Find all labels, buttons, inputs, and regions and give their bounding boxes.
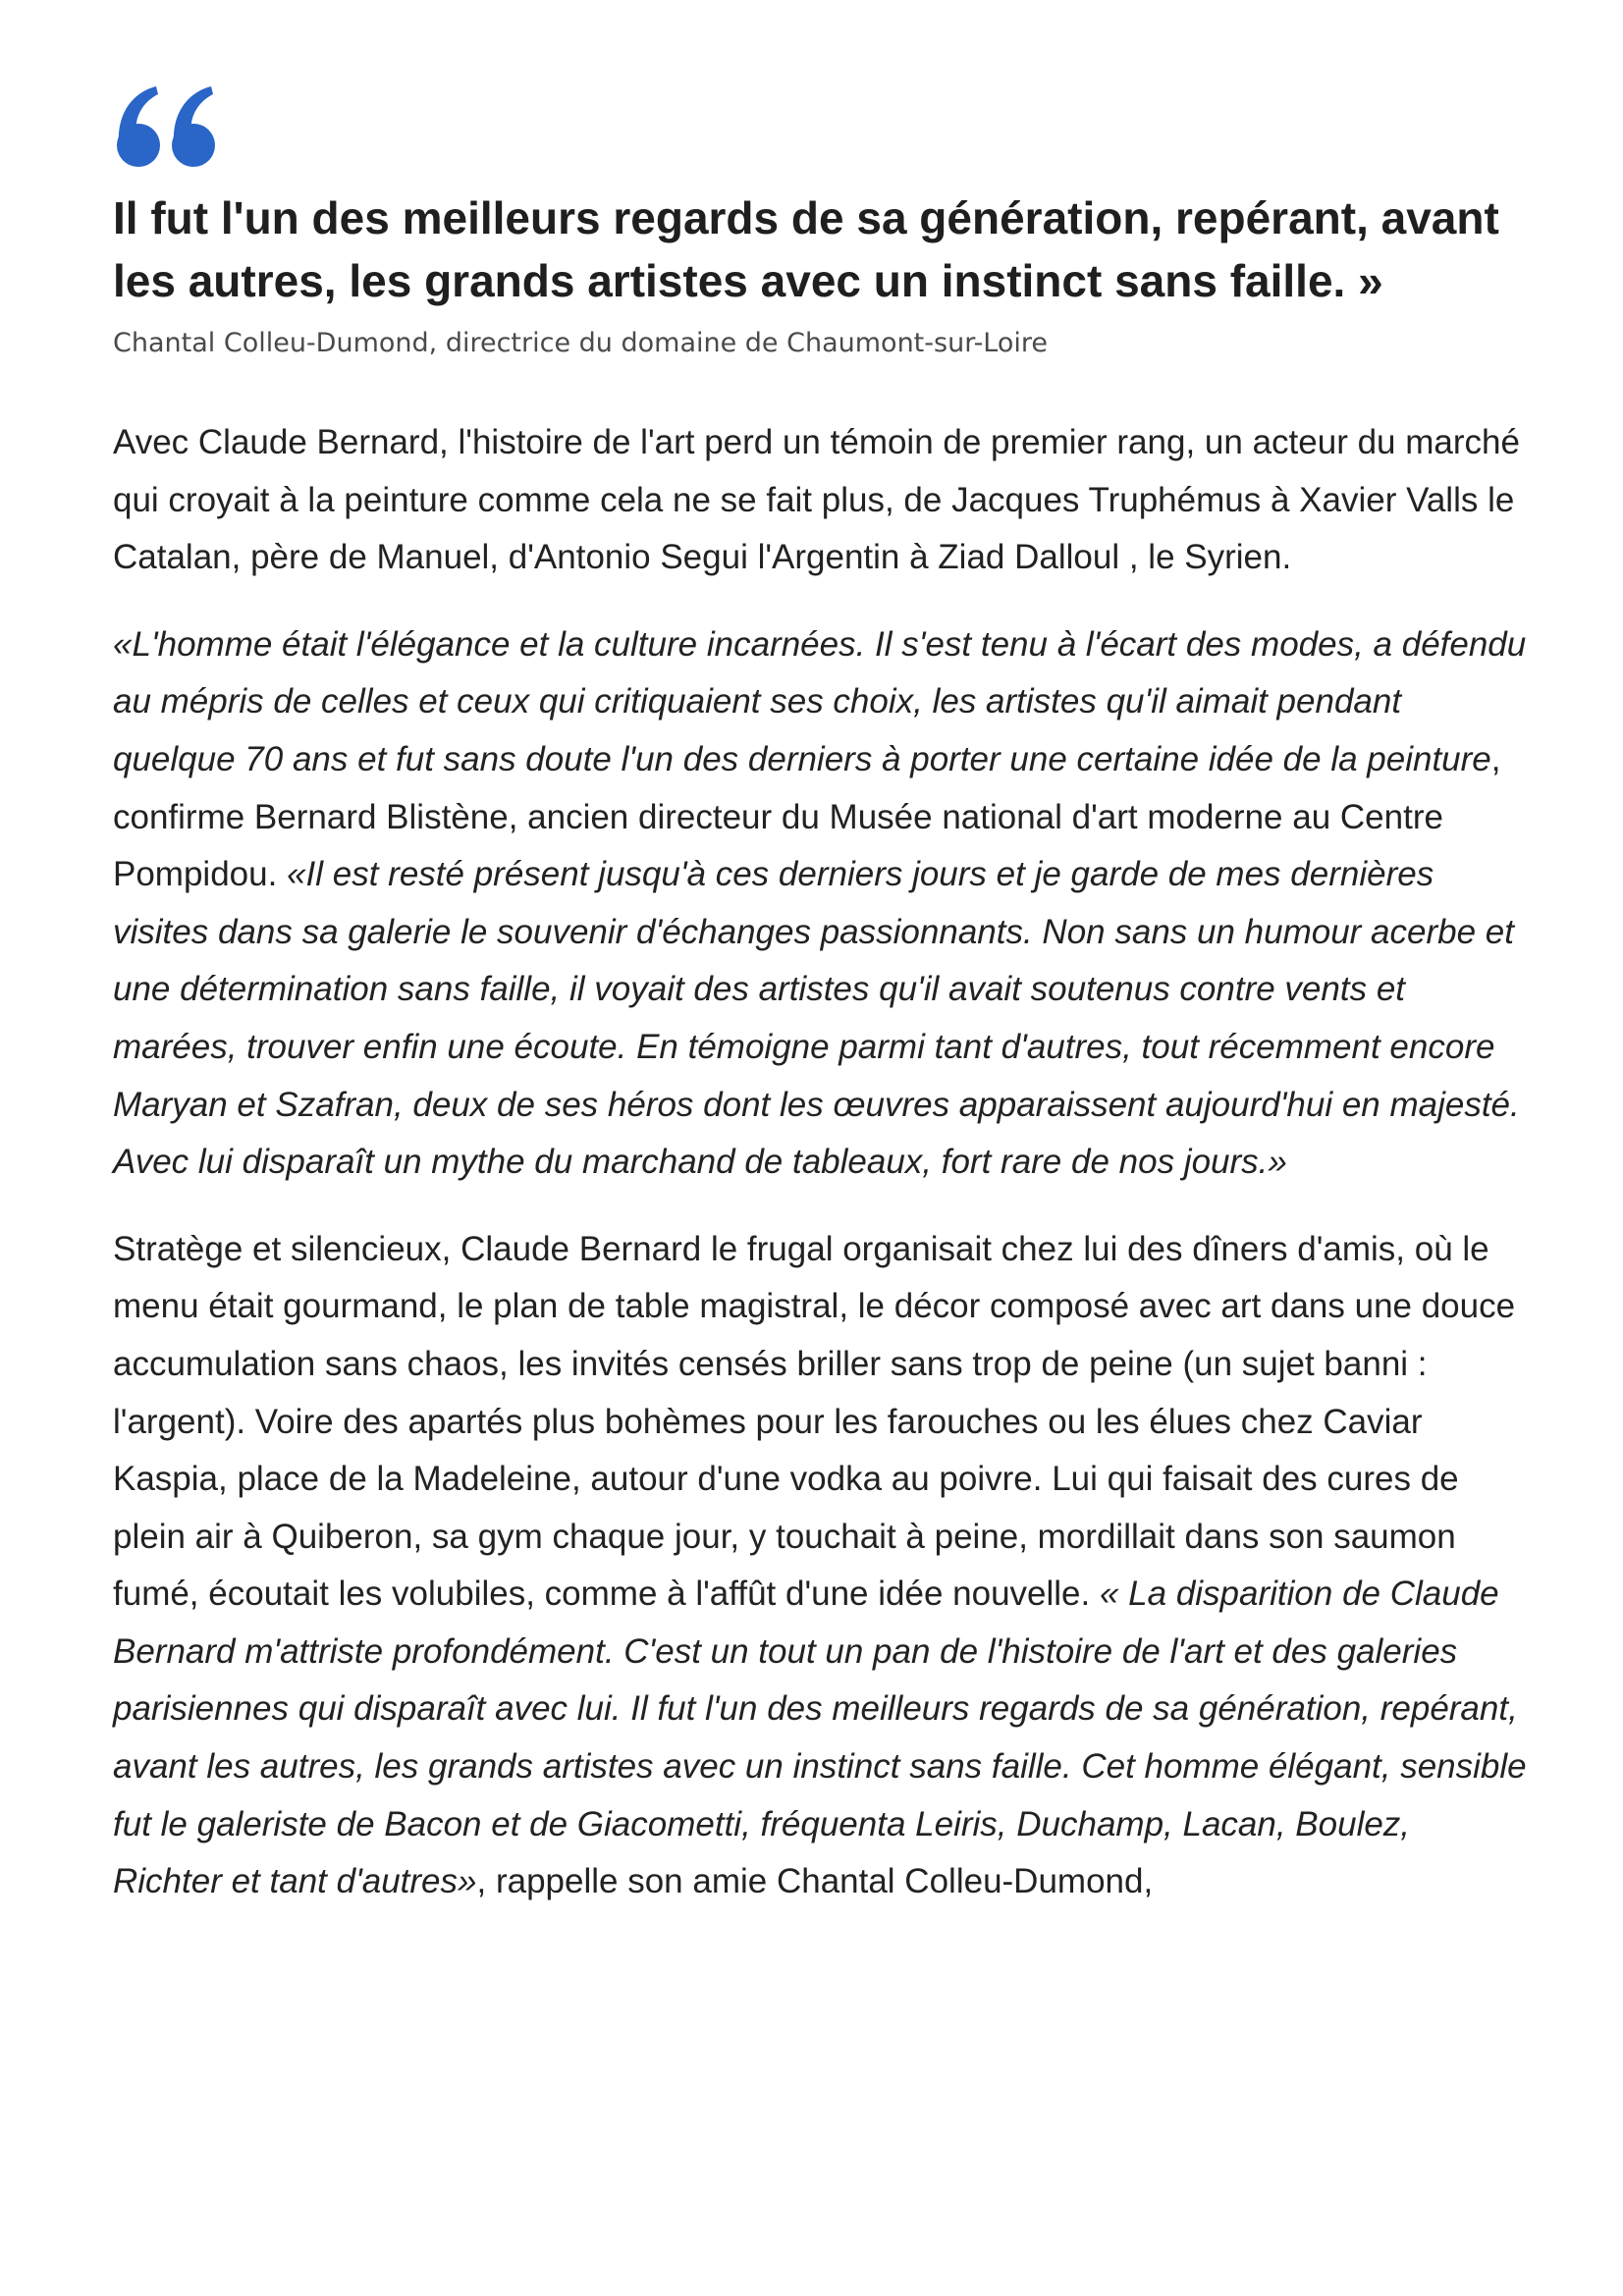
quote-attribution: Chantal Colleu-Dumond, directrice du domaine de Chaumont-sur-Loire [113,328,1049,358]
blistene-quote-part-2: «Il est resté présent jusqu'à ces derniers jours et je garde de mes dernières visites dans sa galerie le souvenir d'échanges passionnants. Non sans un humour acerbe et une détermination sans faille, il voyait des artistes qu'il avait soutenus contre vents et marées, trouver enfin une écoute. En témoigne parmi tant d'autres, tout récemment encore Maryan et Szafran, deux de ses héros dont les œuvres apparaissent aujourd'hui en majesté. Avec lui disparaît un mythe du marchand de tableaux, fort rare de nos jours.» [113,855,1520,1182]
pull-quote-block [113,84,1527,361]
pull-quote-text: Il fut l'un des meilleurs regards de sa génération, repérant, avant les autres, les grands artistes avec un instinct sans faille. » [113,192,1499,306]
paragraph-intro-text: Avec Claude Bernard, l'histoire de l'art perd un témoin de premier rang, un acteur du marché qui croyait à la peinture comme cela ne se fait plus, de Jacques Truphémus à Xavier Valls le Catalan, père de Manuel, d'Antonio Segui l'Argentin à Ziad Dalloul , le Syrien. [113,423,1520,577]
paragraph-blistene-quote [113,616,1527,1192]
dinners-text: Stratège et silencieux, Claude Bernard le frugal organisait chez lui des dîners d'amis, où le menu était gourmand, le plan de table magistral, le décor composé avec art dans une douce accumulation sans chaos, les invités censés briller sans trop de peine (un sujet banni : l'argent). Voire des apartés plus bohèmes pour les farouches ou les élues chez Caviar Kaspia, place de la Madeleine, autour d'une vodka au poivre. Lui qui faisait des cures de plein air à Quiberon, sa gym chaque jour, y touchait à peine, mordillait dans son saumon fumé, écoutait les volubiles, comme à l'affût d'une idée nouvelle. [113,1229,1516,1614]
paragraph-dinners [113,1221,1527,1911]
blistene-quote-part-1: «L'homme était l'élégance et la culture incarnées. Il s'est tenu à l'écart des modes, a défendu au mépris de celles et ceux qui critiquaient ses choix, les artistes qu'il aimait pendant quelque 70 ans et fut sans doute l'un des derniers à porter une certaine idée de la peinture [113,624,1527,778]
colleu-dumond-quote: « La disparition de Claude Bernard m'attriste profondément. C'est un tout un pan de l'histoire de l'art et des galeries parisiennes qui disparaît avec lui. Il fut l'un des meilleurs regards de sa génération, repérant, avant les autres, les grands artistes avec un instinct sans faille. Cet homme élégant, sensible fut le galeriste de Bacon et de Giacometti, fréquenta Leiris, Duchamp, Lacan, Boulez, Richter et tant d'autres» [113,1575,1527,1901]
blistene-attribution: , confirme Bernard Blistène, ancien directeur du Musée national d'art moderne au Centre Pompidou. [113,739,1501,894]
article-body [113,414,1527,1911]
quotation-mark-icon [113,84,219,173]
paragraph-intro [113,414,1527,587]
colleu-dumond-attribution: , rappelle son amie Chantal Colleu-Dumond, [476,1862,1154,1901]
article-page [113,84,1527,1941]
